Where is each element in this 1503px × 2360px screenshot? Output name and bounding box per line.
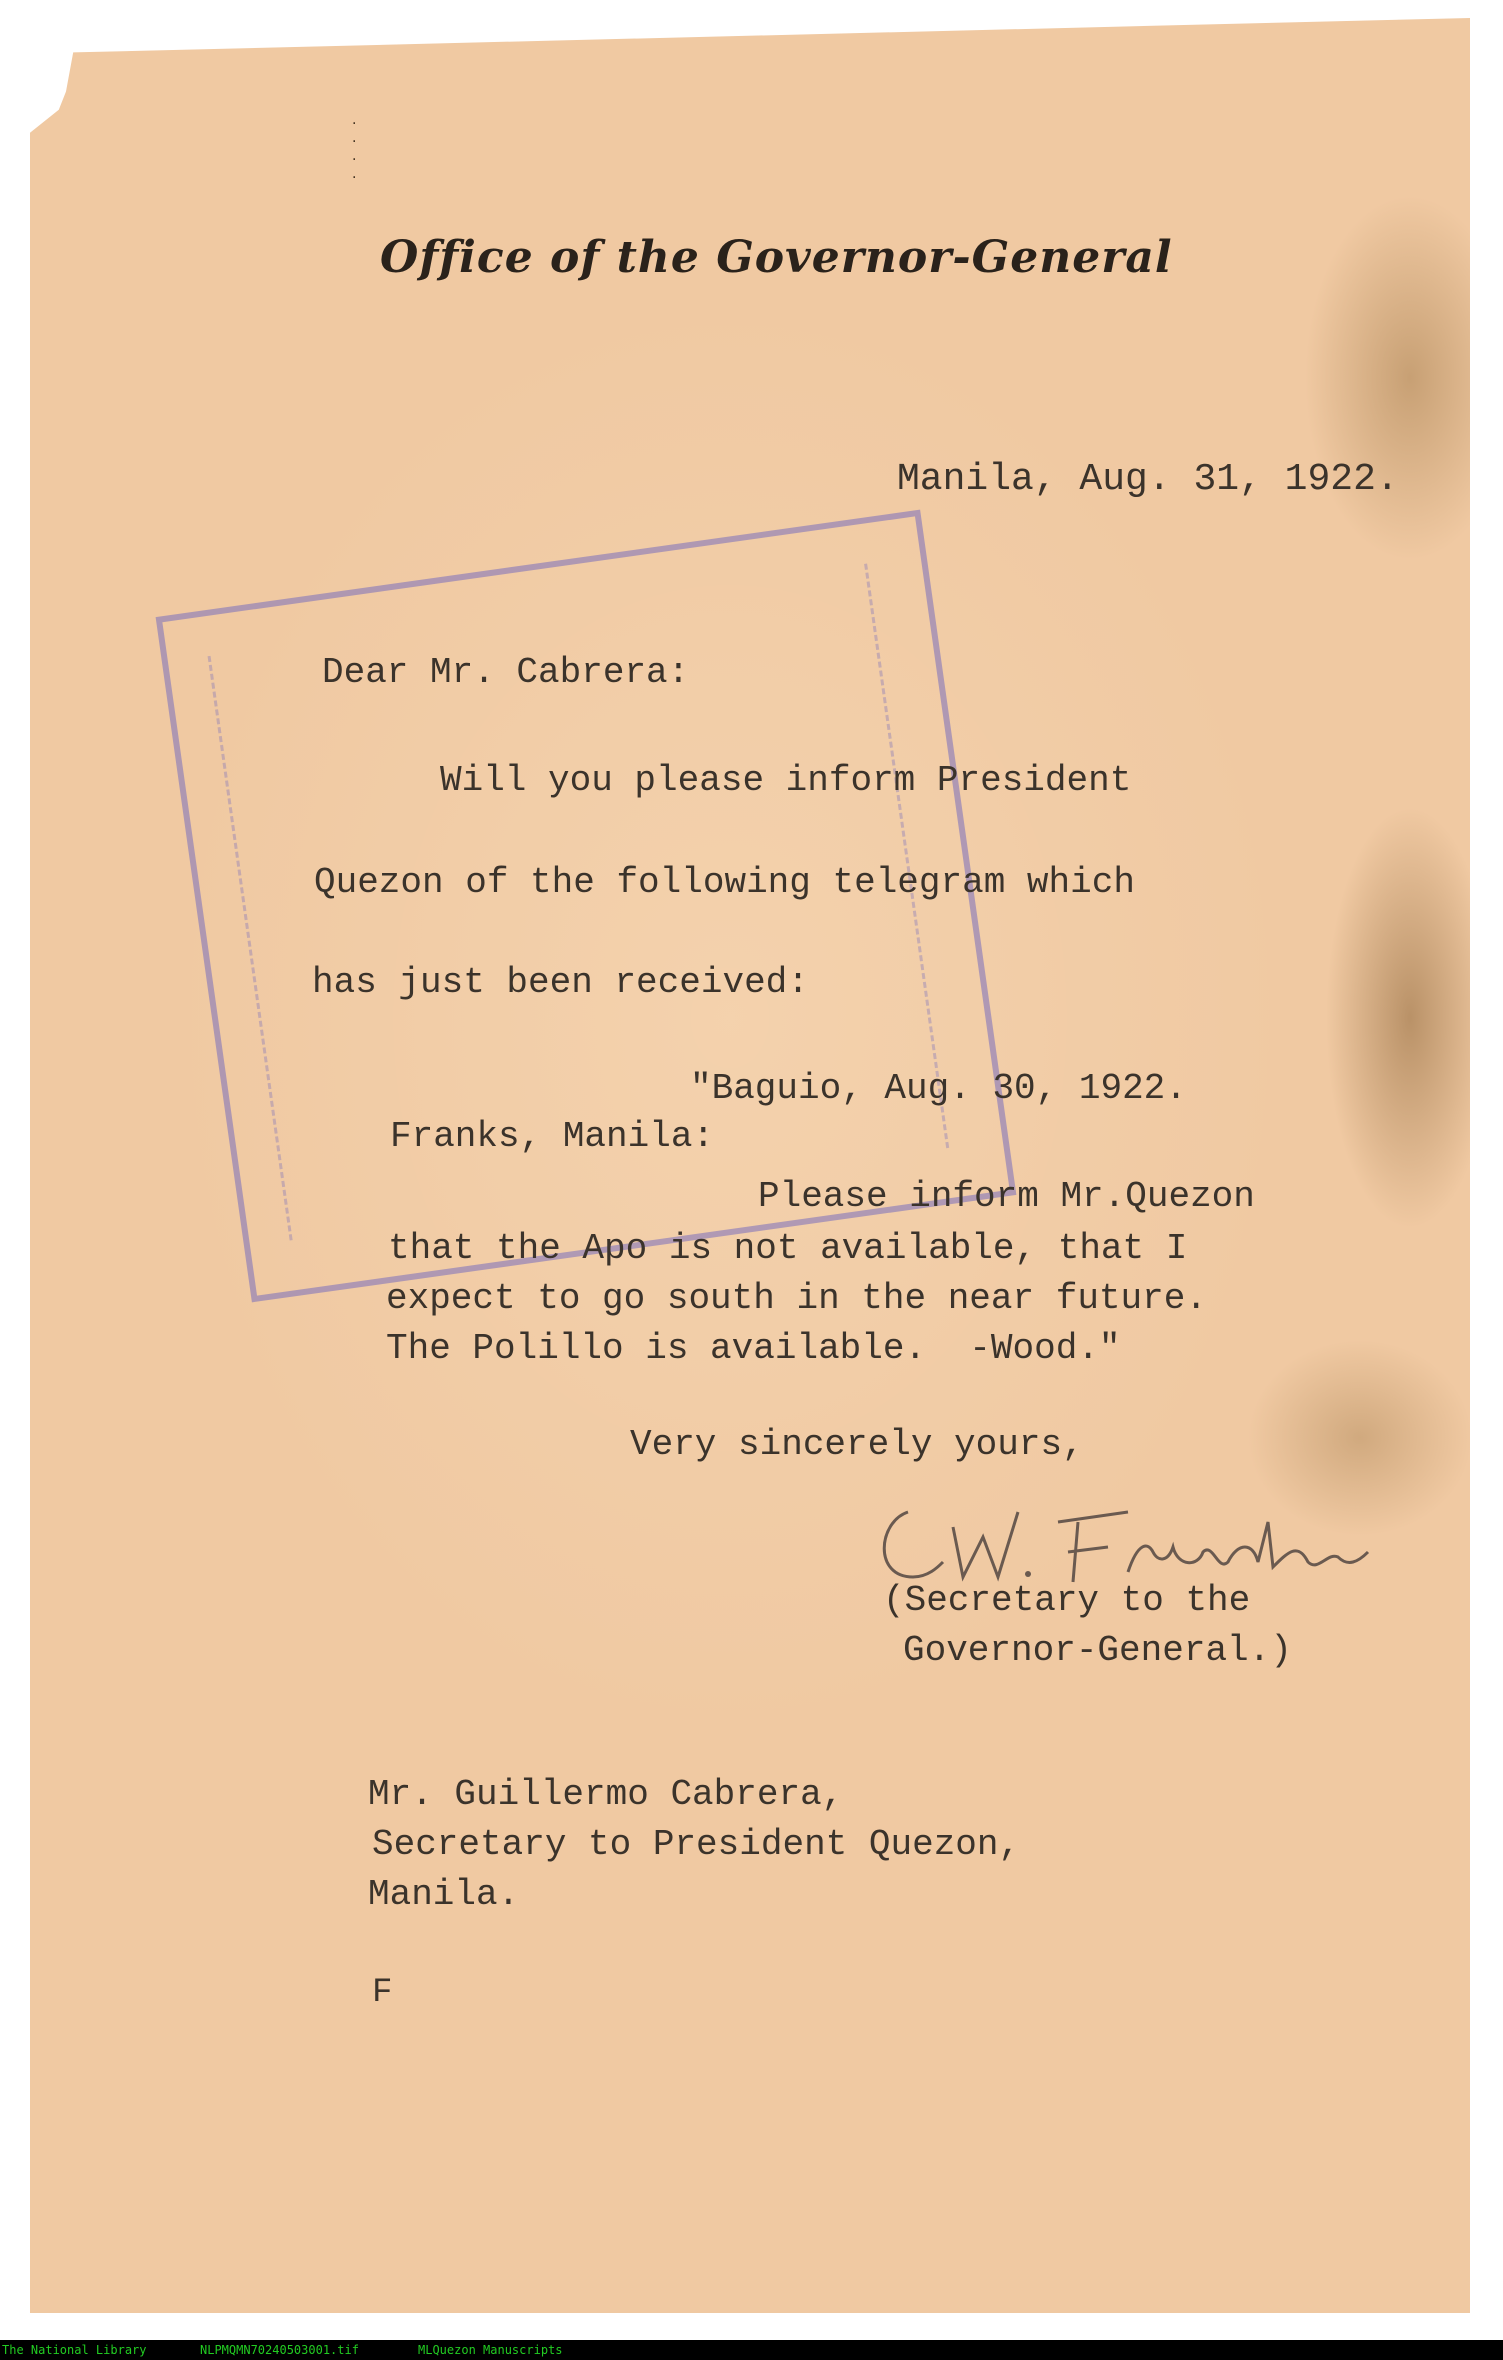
typist-initial: F bbox=[372, 1974, 393, 2012]
telegram-line: expect to go south in the near future. bbox=[386, 1278, 1207, 1319]
signer-title: (Secretary to the bbox=[883, 1580, 1251, 1621]
signer-title: Governor-General.) bbox=[903, 1630, 1292, 1671]
recipient-line: Secretary to President Quezon, bbox=[372, 1824, 1021, 1865]
staple-holes: · · · · bbox=[352, 116, 357, 186]
body-line: Quezon of the following telegram which bbox=[314, 862, 1135, 903]
dateline: Manila, Aug. 31, 1922. bbox=[897, 458, 1399, 501]
recipient-line: Mr. Guillermo Cabrera, bbox=[368, 1774, 844, 1815]
footer-filename: NLPMQMN70240503001.tif bbox=[200, 2343, 359, 2357]
handwritten-signature bbox=[868, 1482, 1468, 1592]
telegram-date: "Baguio, Aug. 30, 1922. bbox=[690, 1068, 1187, 1109]
telegram-addressee: Franks, Manila: bbox=[390, 1116, 715, 1157]
footer-library: The National Library bbox=[2, 2343, 147, 2357]
closing: Very sincerely yours, bbox=[630, 1424, 1084, 1465]
recipient-line: Manila. bbox=[368, 1874, 520, 1915]
telegram-line: Please inform Mr.Quezon bbox=[758, 1176, 1255, 1217]
archive-footer bbox=[0, 2340, 1503, 2360]
salutation: Dear Mr. Cabrera: bbox=[322, 652, 690, 693]
body-line: Will you please inform President bbox=[440, 760, 1132, 801]
body-line: has just been received: bbox=[312, 962, 809, 1003]
telegram-line: The Polillo is available. -Wood." bbox=[386, 1328, 1121, 1369]
letterhead: Office of the Governor-General bbox=[380, 232, 1173, 283]
footer-collection: MLQuezon Manuscripts bbox=[418, 2343, 563, 2357]
telegram-line: that the Apo is not available, that I bbox=[388, 1228, 1188, 1269]
